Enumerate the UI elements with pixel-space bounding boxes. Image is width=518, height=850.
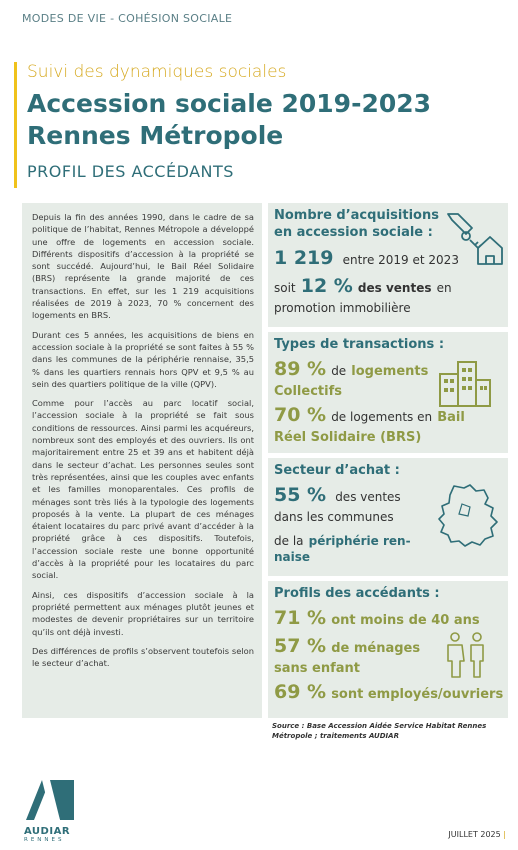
brs-text: de logements en	[331, 410, 433, 424]
acquisitions-number: 1 219	[274, 247, 334, 269]
paragraph: Ainsi, ces dispositifs d’accession sociale à la propriété permettent aux ménages plutôt jeunes et modestes de devenir propriétaires sur un territoire qu’ils ont déjà investi.	[32, 589, 254, 637]
under40-label: ont moins de 40 ans	[331, 613, 480, 628]
sales-tail: en	[436, 281, 452, 295]
periphery-text: de la	[274, 534, 304, 548]
childless-share: 57 %	[274, 635, 327, 657]
sales-tail: promotion immobilière	[274, 301, 411, 315]
couple-icon	[444, 631, 488, 679]
periphery-share: 55 %	[274, 484, 327, 506]
box-title: en accession sociale :	[274, 225, 433, 240]
box-title: Profils des accédants :	[274, 586, 440, 601]
buildings-icon	[438, 360, 492, 408]
stat-box-acquisitions	[268, 203, 508, 327]
periphery-label: périphérie ren-	[308, 534, 411, 548]
collective-share: 89 %	[274, 358, 327, 380]
box-title: Types de transactions :	[274, 337, 445, 352]
under40-share: 71 %	[274, 607, 327, 629]
logo-name: AUDIAR	[24, 826, 71, 837]
section-label: MODES DE VIE - COHÉSION SOCIALE	[22, 12, 233, 25]
periphery-text: dans les communes	[274, 510, 394, 524]
title-block	[14, 62, 497, 188]
publication-date: JUILLET 2025	[448, 830, 501, 839]
periphery-text: des ventes	[335, 490, 401, 504]
body-text-column	[22, 203, 262, 718]
childless-label: sans enfant	[274, 661, 360, 676]
soit-text: soit	[274, 281, 296, 295]
box-title: Secteur d’achat :	[274, 463, 400, 478]
workers-label: sont employés/ouvriers	[331, 687, 504, 702]
stat-box-transactions	[268, 332, 508, 453]
de-text: de	[331, 364, 347, 378]
collective-label: Collectifs	[274, 384, 342, 399]
period-text: entre 2019 et 2023	[342, 253, 459, 267]
footer-bar: |	[503, 830, 506, 839]
collective-label: logements	[351, 364, 429, 379]
source-note: Source : Base Accession Aidée Service Habitat Rennes Métropole ; traitements AUDIAR	[272, 722, 487, 740]
audiar-logo-mark	[24, 778, 76, 822]
sales-share: 12 %	[300, 275, 353, 297]
brs-label: Réel Solidaire (BRS)	[274, 430, 422, 445]
stat-box-sector	[268, 458, 508, 576]
footer-date	[448, 830, 506, 839]
supertitle: Suivi des dynamiques sociales	[27, 62, 287, 82]
audiar-logo	[24, 778, 76, 843]
paragraph: Comme pour l’accès au parc locatif social, l’accession sociale à la propriété se fait sous conditions de ressources. Ainsi parmi les acquéreurs, nombreux sont des employés et des ouvriers. Ils ont majoritairement entre 25 et 39 ans et habitent déjà dans le secteur d’achat. Les personnes seules sont très représentées, ainsi que les couples avec enfants et les familles monoparentales. Ces profils de ménages sont très liés à la typologie des logements proposés à la vente. La plupart de ces ménages étaient locataires du parc privé avant d’accéder à la propriété grâce à ces dispositifs. Toutefois, l’accession sociale reste une bonne opportunité d’accès à la propriété pour les locataires du parc social.	[32, 398, 254, 581]
paragraph: Depuis la fin des années 1990, dans le cadre de sa politique de l’habitat, Rennes Métropole a développé une offre de logements en accession sociale. Différents dispositifs d’accession à la propriété se sont succédé. Aujourd’hui, le Bail Réel Solidaire (BRS) représente la grande majorité de ces transactions. En effet, sur les 1 219 acquisitions réalisées de 2019 à 2023, 70 % concernent des logements en BRS.	[32, 212, 254, 321]
page-title	[27, 88, 497, 152]
stat-box-profiles	[268, 581, 508, 718]
metropole-map-icon	[432, 482, 502, 548]
brs-label: Bail	[437, 410, 465, 425]
paragraph: Des différences de profils s’observent toutefois selon le secteur d’achat.	[32, 645, 254, 669]
house-key-icon	[442, 206, 504, 268]
box-title: Nombre d’acquisitions	[274, 208, 439, 223]
logo-sub: RENNES	[24, 837, 65, 843]
workers-share: 69 %	[274, 681, 327, 703]
title-line-2: Rennes Métropole	[27, 121, 284, 150]
brs-share: 70 %	[274, 404, 327, 426]
sales-label: des ventes	[357, 281, 432, 295]
paragraph: Durant ces 5 années, les acquisitions de biens en accession sociale à la propriété se sont faites à 55 % dans les communes de la périphérie rennaise, 35,5 % dans les quartiers rennais hors QPV et 9,5 % au sein des quartiers politique de la ville (QPV).	[32, 329, 254, 389]
page-subtitle: PROFIL DES ACCÉDANTS	[27, 162, 234, 181]
periphery-label: naise	[274, 550, 311, 564]
title-line-1: Accession sociale 2019-2023	[27, 89, 432, 118]
childless-label: de ménages	[331, 641, 421, 656]
